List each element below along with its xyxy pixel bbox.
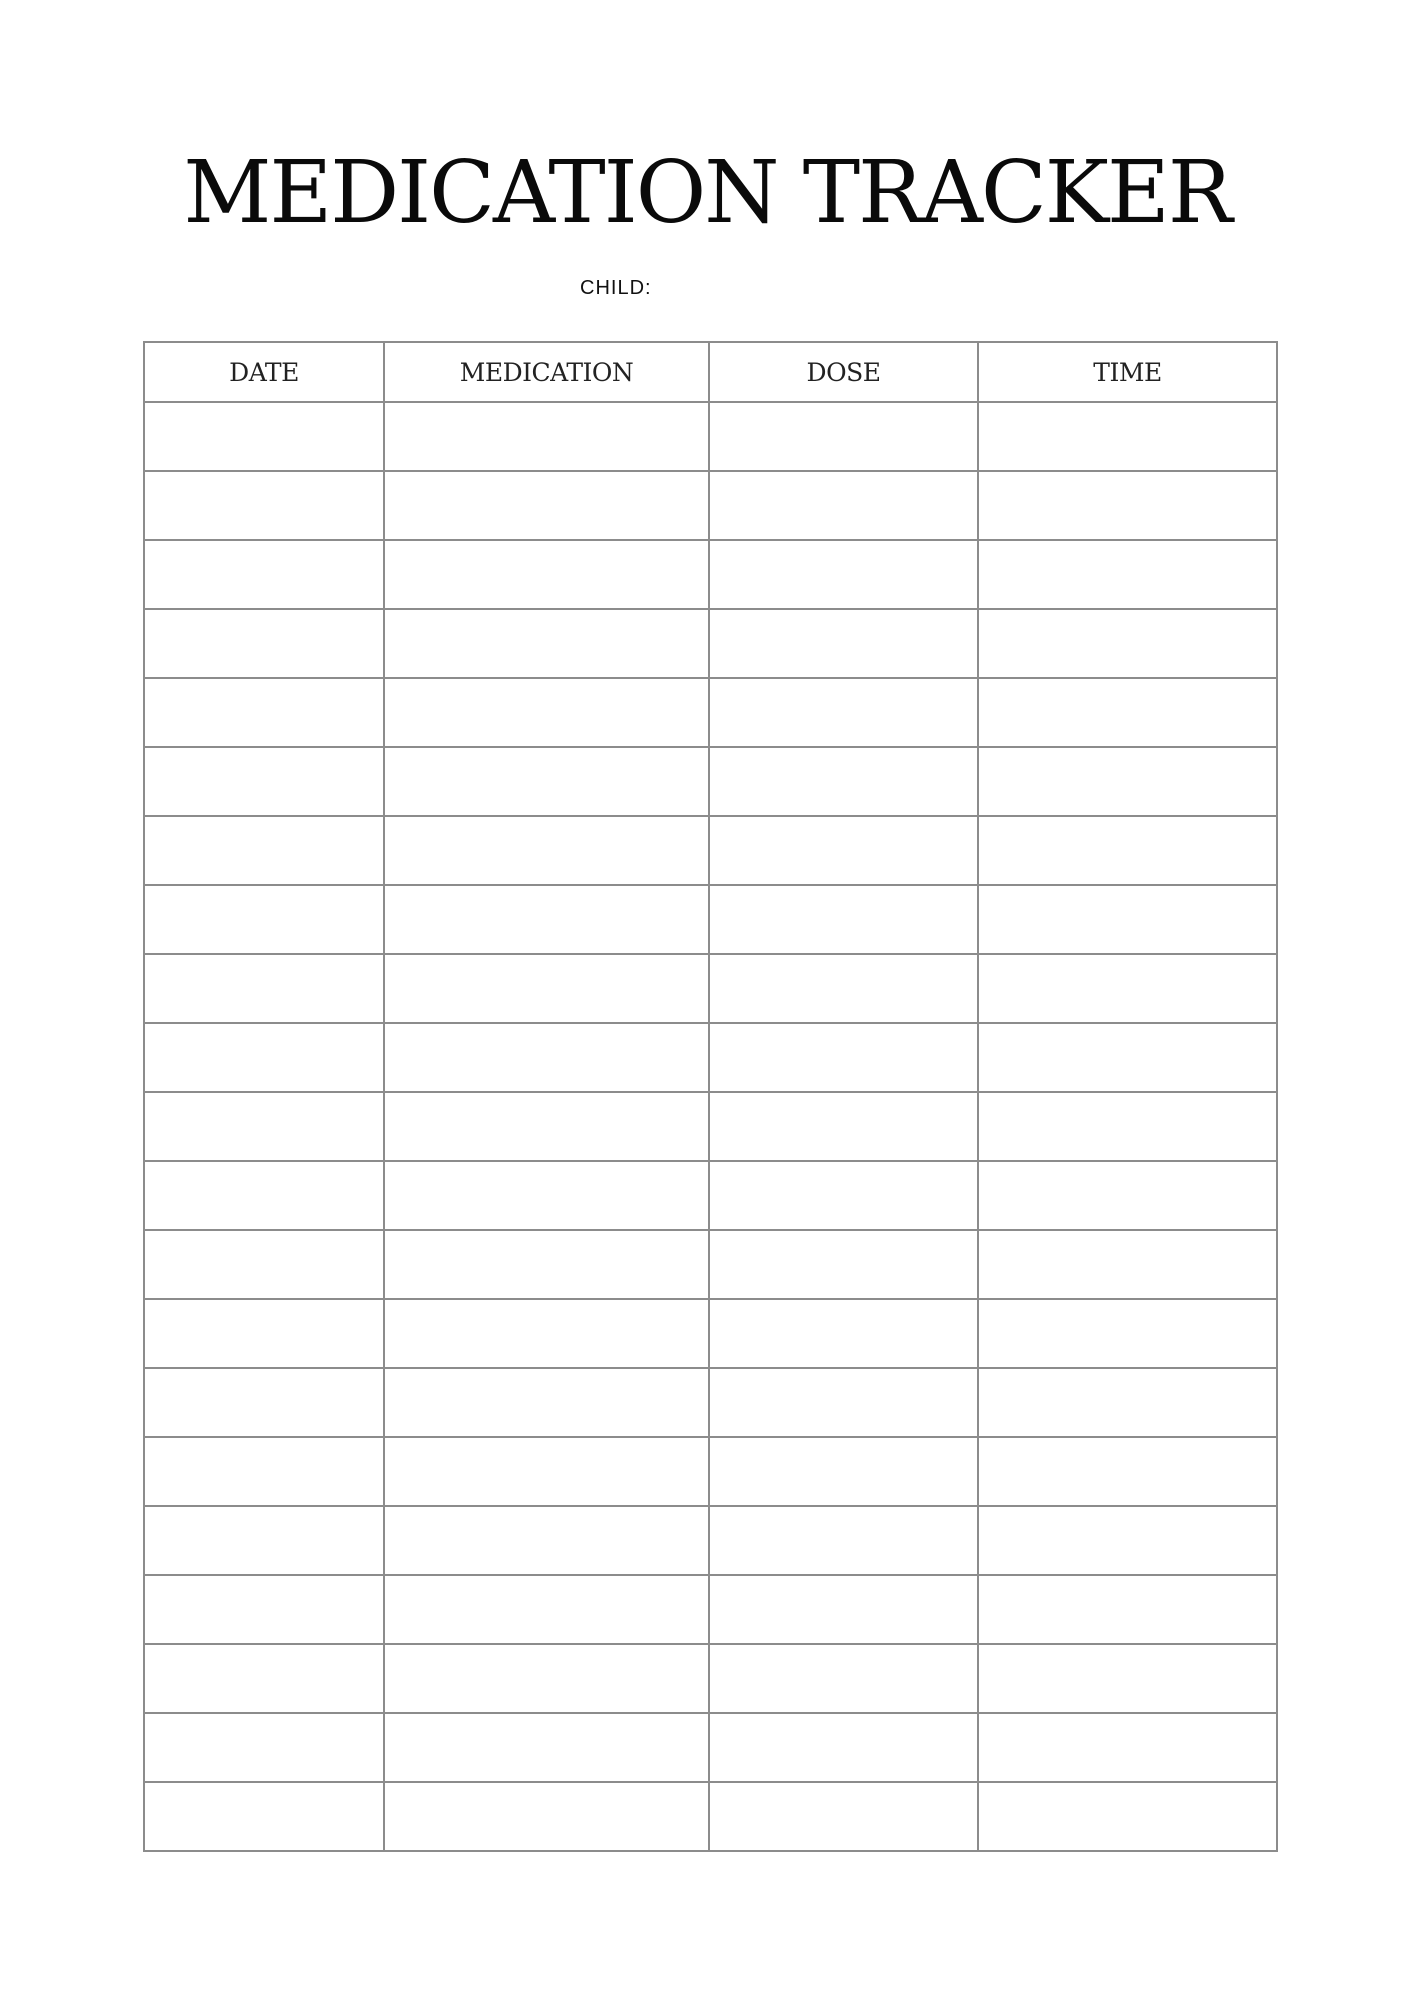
cell-date[interactable] — [144, 747, 384, 816]
cell-dose[interactable] — [709, 1092, 978, 1161]
cell-medication[interactable] — [384, 1506, 709, 1575]
table-body — [144, 402, 1277, 1851]
child-label: CHILD: — [580, 277, 652, 299]
cell-medication[interactable] — [384, 885, 709, 954]
cell-time[interactable] — [978, 747, 1277, 816]
cell-time[interactable] — [978, 1092, 1277, 1161]
table-row — [144, 540, 1277, 609]
cell-medication[interactable] — [384, 1299, 709, 1368]
cell-dose[interactable] — [709, 402, 978, 471]
cell-medication[interactable] — [384, 1575, 709, 1644]
cell-dose[interactable] — [709, 1644, 978, 1713]
cell-dose[interactable] — [709, 1575, 978, 1644]
cell-date[interactable] — [144, 1782, 384, 1851]
medication-table — [143, 341, 1278, 1852]
table-row — [144, 678, 1277, 747]
cell-medication[interactable] — [384, 471, 709, 540]
column-header-dose: DOSE — [709, 342, 978, 402]
table-row — [144, 1368, 1277, 1437]
cell-time[interactable] — [978, 1782, 1277, 1851]
cell-medication[interactable] — [384, 954, 709, 1023]
cell-dose[interactable] — [709, 1782, 978, 1851]
cell-time[interactable] — [978, 1299, 1277, 1368]
table-row — [144, 1299, 1277, 1368]
cell-date[interactable] — [144, 1161, 384, 1230]
cell-time[interactable] — [978, 1575, 1277, 1644]
cell-date[interactable] — [144, 1368, 384, 1437]
cell-time[interactable] — [978, 1713, 1277, 1782]
cell-time[interactable] — [978, 402, 1277, 471]
table-row — [144, 1092, 1277, 1161]
cell-date[interactable] — [144, 1575, 384, 1644]
cell-time[interactable] — [978, 678, 1277, 747]
cell-medication[interactable] — [384, 747, 709, 816]
cell-dose[interactable] — [709, 1299, 978, 1368]
cell-dose[interactable] — [709, 678, 978, 747]
table-row — [144, 609, 1277, 678]
cell-date[interactable] — [144, 678, 384, 747]
cell-time[interactable] — [978, 540, 1277, 609]
cell-medication[interactable] — [384, 1230, 709, 1299]
table-row — [144, 402, 1277, 471]
cell-medication[interactable] — [384, 678, 709, 747]
cell-medication[interactable] — [384, 1368, 709, 1437]
cell-time[interactable] — [978, 1506, 1277, 1575]
cell-medication[interactable] — [384, 609, 709, 678]
cell-dose[interactable] — [709, 1437, 978, 1506]
cell-date[interactable] — [144, 954, 384, 1023]
cell-time[interactable] — [978, 609, 1277, 678]
cell-time[interactable] — [978, 1644, 1277, 1713]
cell-dose[interactable] — [709, 471, 978, 540]
table-row — [144, 747, 1277, 816]
cell-dose[interactable] — [709, 885, 978, 954]
cell-date[interactable] — [144, 540, 384, 609]
cell-date[interactable] — [144, 1092, 384, 1161]
cell-date[interactable] — [144, 1230, 384, 1299]
cell-date[interactable] — [144, 1713, 384, 1782]
cell-medication[interactable] — [384, 402, 709, 471]
column-header-time: TIME — [978, 342, 1277, 402]
table-row — [144, 1713, 1277, 1782]
cell-dose[interactable] — [709, 1713, 978, 1782]
cell-dose[interactable] — [709, 1023, 978, 1092]
cell-medication[interactable] — [384, 540, 709, 609]
cell-medication[interactable] — [384, 1644, 709, 1713]
table-row — [144, 954, 1277, 1023]
table-row — [144, 1161, 1277, 1230]
cell-dose[interactable] — [709, 1161, 978, 1230]
cell-date[interactable] — [144, 885, 384, 954]
table-row — [144, 885, 1277, 954]
table-row — [144, 1023, 1277, 1092]
table-row — [144, 816, 1277, 885]
table-row — [144, 1644, 1277, 1713]
cell-dose[interactable] — [709, 1368, 978, 1437]
cell-dose[interactable] — [709, 540, 978, 609]
cell-date[interactable] — [144, 816, 384, 885]
cell-time[interactable] — [978, 954, 1277, 1023]
table-row — [144, 1782, 1277, 1851]
cell-dose[interactable] — [709, 1506, 978, 1575]
table-row — [144, 1506, 1277, 1575]
cell-date[interactable] — [144, 609, 384, 678]
table-row — [144, 1575, 1277, 1644]
cell-date[interactable] — [144, 471, 384, 540]
cell-date[interactable] — [144, 1023, 384, 1092]
cell-time[interactable] — [978, 1230, 1277, 1299]
cell-date[interactable] — [144, 1506, 384, 1575]
cell-time[interactable] — [978, 1161, 1277, 1230]
cell-medication[interactable] — [384, 1023, 709, 1092]
cell-date[interactable] — [144, 1299, 384, 1368]
cell-medication[interactable] — [384, 1092, 709, 1161]
cell-dose[interactable] — [709, 747, 978, 816]
cell-time[interactable] — [978, 816, 1277, 885]
cell-dose[interactable] — [709, 954, 978, 1023]
page-title: MEDICATION TRACKER — [183, 143, 1231, 243]
cell-dose[interactable] — [709, 609, 978, 678]
cell-medication[interactable] — [384, 1782, 709, 1851]
table-row — [144, 1230, 1277, 1299]
cell-time[interactable] — [978, 1023, 1277, 1092]
cell-time[interactable] — [978, 1368, 1277, 1437]
cell-time[interactable] — [978, 885, 1277, 954]
cell-medication[interactable] — [384, 1161, 709, 1230]
table-row — [144, 1437, 1277, 1506]
column-header-date: DATE — [144, 342, 384, 402]
cell-medication[interactable] — [384, 1713, 709, 1782]
cell-medication[interactable] — [384, 816, 709, 885]
cell-dose[interactable] — [709, 816, 978, 885]
cell-medication[interactable] — [384, 1437, 709, 1506]
cell-date[interactable] — [144, 1644, 384, 1713]
cell-time[interactable] — [978, 471, 1277, 540]
table-row — [144, 471, 1277, 540]
cell-dose[interactable] — [709, 1230, 978, 1299]
column-header-medication: MEDICATION — [384, 342, 709, 402]
table-header-row — [144, 342, 1277, 402]
cell-date[interactable] — [144, 402, 384, 471]
cell-date[interactable] — [144, 1437, 384, 1506]
cell-time[interactable] — [978, 1437, 1277, 1506]
